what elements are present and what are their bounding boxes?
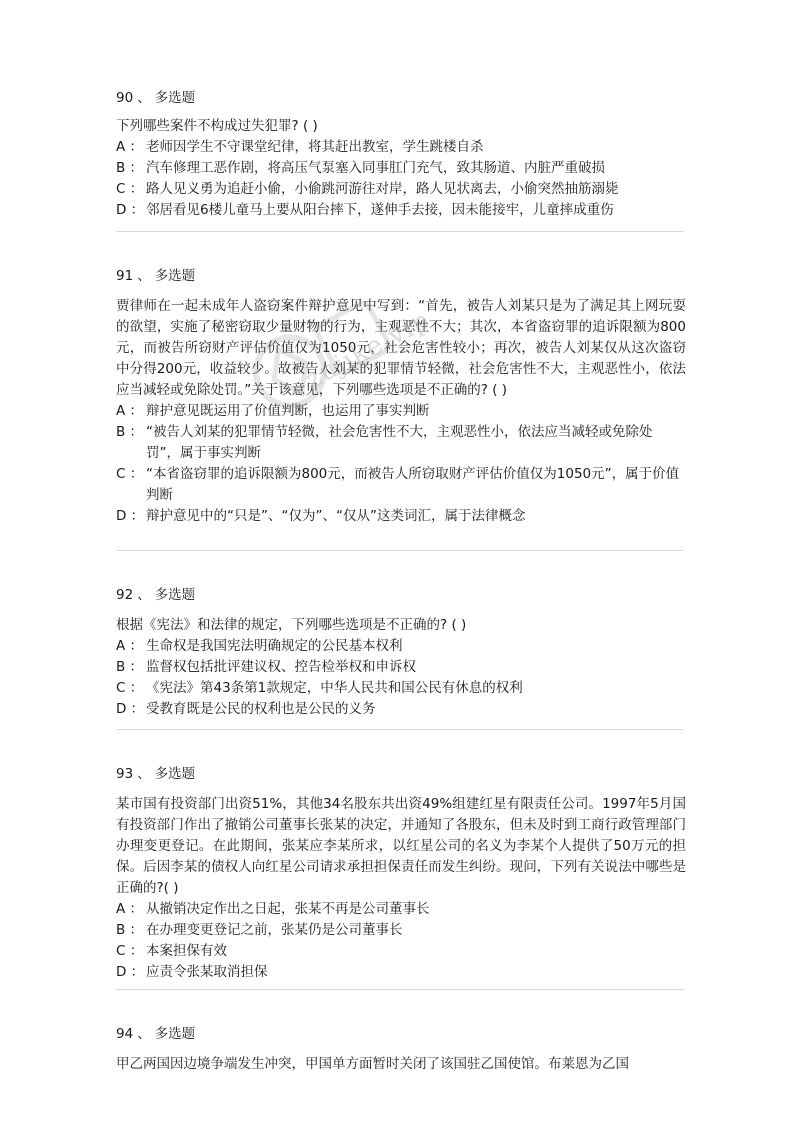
option-text: “本省盗窃罪的追诉限额为800元，而被告人所窃取财产评估价值仅为1050元”，属于价值判断 [146,466,680,503]
question-separator: 、 [137,766,151,782]
question-type: 多选题 [154,90,196,106]
option-text: 辩护意见中的“只是”、“仅为”、“仅从”这类词汇，属于法律概念 [146,508,526,524]
question-separator: 、 [137,268,151,284]
question-number: 93 [116,766,134,782]
question-stem: 贾律师在一起未成年人盗窃案件辩护意见中写到：“首先，被告人刘某只是为了满足其上网玩耍的欲望，实施了秘密窃取少量财物的行为，主观恶性不大；其次，本省盗窃罪的追诉限额为800元，而被告所窃财产评估价值仅为1050元，社会危害性较小；再次，被告人刘某仅从这次盗窃中分得200元，收益较少。故被告人刘某的犯罪情节轻微，社会危害性不大，主观恶性小，依法应当减轻或免除处罚。”关于该意见，下列哪些选项是不正确的? ( ) [116,298,686,398]
question-93 [116,764,686,983]
option-text: 汽车修理工恶作剧，将高压气泵塞入同事肛门充气，致其肠道、内脏严重破损 [146,160,605,176]
option-c [116,179,686,200]
option-c [116,678,686,699]
option-d [116,962,686,983]
option-text: 监督权包括批评建议权、控告检举权和申诉权 [146,659,416,675]
option-text: 本案担保有效 [146,943,227,959]
question-stem: 某市国有投资部门出资51%，其他34名股东共出资49%组建红星有限责任公司。1997年5月国有投资部门作出了撤销公司董事长张某的决定，并通知了各股东，但未及时到工商行政管理部门办理变更登记。在此期间，张某应李某所求，以红星公司的名义为李某个人提供了50万元的担保。后因李某的债权人向红星公司请求承担担保责任而发生纠纷。现问，下列有关说法中哪些是正确的?( ) [116,796,686,896]
option-text: 从撤销决定作出之日起，张某不再是公司董事长 [146,901,430,917]
question-90 [116,88,686,221]
question-stem: 根据《宪法》和法律的规定，下列哪些选项是不正确的? ( ) [116,617,467,633]
option-list [116,899,686,983]
option-text: 老师因学生不守课堂纪律，将其赶出教室，学生跳楼自杀 [146,139,484,155]
option-text: 路人见义勇为追赶小偷，小偷跳河游往对岸，路人见状离去，小偷突然抽筋溺毙 [146,181,619,197]
question-separator: 、 [137,1026,151,1042]
question-header [116,764,686,784]
option-letter: A ： [116,901,144,917]
option-a [116,137,686,158]
option-d [116,699,686,720]
question-number: 91 [116,268,134,284]
question-92 [116,585,686,720]
option-text: 在办理变更登记之前，张某仍是公司董事长 [146,922,403,938]
option-letter: B ： [116,922,144,938]
question-number: 90 [116,90,134,106]
option-text: 受教育既是公民的权利也是公民的义务 [146,701,376,717]
option-a [116,636,686,657]
watermark-text: zujike.vip [300,304,435,396]
question-94 [116,1024,686,1075]
question-header [116,88,686,108]
option-text: 生命权是我国宪法明确规定的公民基本权利 [146,638,403,654]
question-stem: 甲乙两国因边境争端发生冲突，甲国单方面暂时关闭了该国驻乙国使馆。布莱恩为乙国 [116,1056,629,1072]
option-list [116,401,686,527]
question-number: 92 [116,587,134,603]
option-letter: D ： [116,964,145,980]
question-separator: 、 [137,587,151,603]
question-stem: 下列哪些案件不构成过失犯罪? ( ) [116,118,318,134]
option-text: 《宪法》第43条第1款规定，中华人民共和国公民有休息的权利 [146,680,523,696]
question-divider [116,989,684,990]
question-divider [116,729,684,730]
option-d [116,200,686,221]
option-text: “被告人刘某的犯罪情节轻微，社会危害性不大，主观恶性小，依法应当减轻或免除处罚”，属于事实判断 [146,424,653,461]
option-a [116,899,686,920]
question-type: 多选题 [154,587,196,603]
option-b [116,422,686,464]
option-letter: A ： [116,139,144,155]
question-divider [116,231,684,232]
option-a [116,401,686,422]
option-text: 辩护意见既运用了价值判断，也运用了事实判断 [146,403,430,419]
option-letter: C ： [116,680,144,696]
question-separator: 、 [137,90,151,106]
question-number: 94 [116,1026,134,1042]
question-header [116,266,686,286]
option-letter: D ： [116,701,145,717]
option-d [116,506,686,527]
option-letter: B ： [116,160,144,176]
option-text: 应责令张某取消担保 [146,964,268,980]
question-header [116,585,686,605]
option-text: 邻居看见6楼儿童马上要从阳台摔下，遂伸手去接，因未能接牢，儿童摔成重伤 [146,202,614,218]
option-c [116,464,686,506]
question-type: 多选题 [154,766,196,782]
question-type: 多选题 [154,268,196,284]
option-b [116,920,686,941]
option-letter: D ： [116,202,145,218]
option-b [116,158,686,179]
option-letter: B ： [116,659,144,675]
option-list [116,137,686,221]
question-header [116,1024,686,1044]
option-letter: A ： [116,638,144,654]
option-letter: D ： [116,508,145,524]
option-letter: A ： [116,403,144,419]
option-letter: C ： [116,943,144,959]
option-letter: B ： [116,424,144,440]
option-list [116,636,686,720]
question-type: 多选题 [154,1026,196,1042]
option-b [116,657,686,678]
option-letter: C ： [116,181,144,197]
question-divider [116,550,684,551]
option-letter: C ： [116,466,144,482]
question-91 [116,266,686,527]
option-c [116,941,686,962]
